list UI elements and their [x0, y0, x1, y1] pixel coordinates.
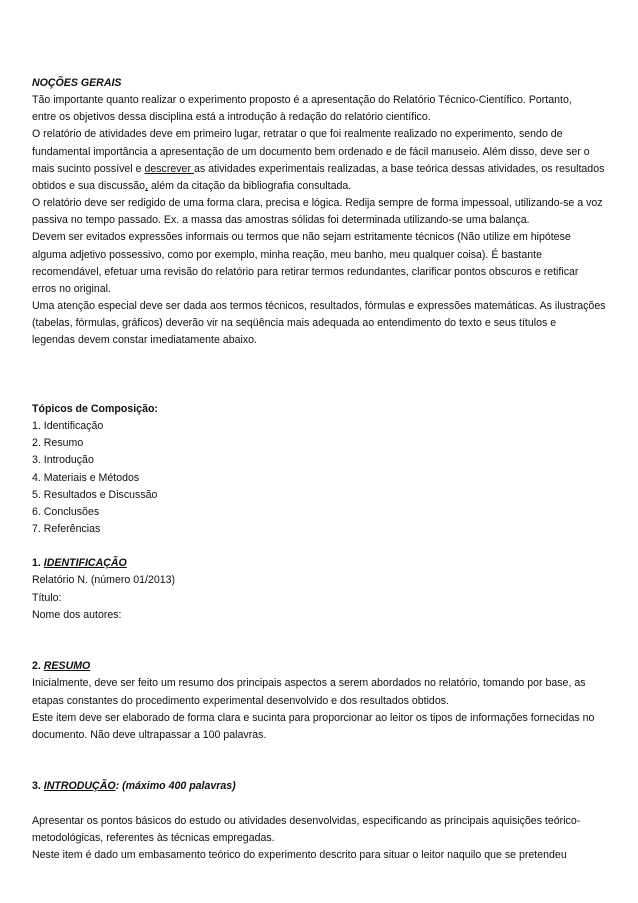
- paragraph-line: Inicialmente, deve ser feito um resumo dos principais aspectos a serem abordados no relatório, tomando por base, as: [32, 677, 586, 690]
- paragraph-line: documento. Não deve ultrapassar a 100 palavras.: [32, 728, 267, 741]
- paragraph-line: legendas devem constar imediatamente abaixo.: [32, 334, 257, 347]
- section-number: 1.: [32, 557, 44, 570]
- section-title: INTRODUÇÃO: [43, 780, 116, 793]
- spacer: [32, 367, 610, 384]
- topic-item: 4. Materiais e Métodos: [32, 471, 140, 484]
- paragraph-line: recomendável, efetuar uma revisão do relatório para retirar termos redundantes, clarificar pontos obscuros e retificar: [32, 265, 579, 278]
- topic-item: 7. Referências: [32, 523, 101, 536]
- section-heading-identificacao: [32, 555, 610, 572]
- general-title: NOÇÕES GERAIS: [32, 77, 122, 89]
- topics-title: Tópicos de Composição:: [32, 402, 158, 415]
- paragraph-line: Uma atenção especial deve ser dada aos termos técnicos, resultados, fórmulas e expressões matemáticas. As ilustrações: [32, 300, 606, 313]
- paragraph-line: alguma adjetivo possessivo, como por exemplo, minha reação, meu banho, meu qualquer coisa). É bastante: [32, 248, 542, 261]
- spacer: [32, 624, 610, 641]
- paragraph-line: Apresentar os pontos básicos do estudo ou atividades desenvolvidas, especificando as principais aquisições teórico-: [32, 814, 581, 827]
- section-title: RESUMO: [43, 660, 91, 673]
- underlined-comma: ,: [145, 179, 149, 192]
- topic-item: 3. Introdução: [32, 454, 94, 467]
- paragraph-line: [32, 178, 610, 195]
- paragraph-line: O relatório de atividades deve em primeiro lugar, retratar o que foi realmente realizado no experimento, sendo de: [32, 128, 563, 141]
- paragraph-line: passiva no tempo passado. Ex. a massa das amostras sólidas foi determinada utilizando-se uma balança.: [32, 214, 530, 227]
- spacer: [32, 384, 610, 401]
- spacer: [32, 538, 610, 555]
- topic-item: 6. Conclusões: [32, 505, 100, 518]
- spacer: [32, 744, 610, 761]
- section-heading-introducao: [32, 778, 610, 795]
- section-subtitle: : (máximo 400 palavras): [115, 780, 236, 793]
- paragraph-line: Nome dos autores:: [32, 608, 122, 621]
- spacer: [32, 350, 610, 367]
- paragraph-line: erros no original.: [32, 282, 111, 295]
- section-number: 3.: [32, 780, 44, 793]
- paragraph-line: metodológicas, referentes às técnicas empregadas.: [32, 831, 275, 844]
- paragraph-line: Este item deve ser elaborado de forma clara e sucinta para proporcionar ao leitor os tipos de informações fornecidas no: [32, 711, 595, 724]
- topic-item: 2. Resumo: [32, 437, 84, 450]
- section-number: 2.: [32, 660, 44, 673]
- text-segment: além da citação da bibliografia consultada.: [148, 179, 352, 192]
- section-title: IDENTIFICAÇÃO: [43, 557, 127, 570]
- underlined-word: descrever: [144, 162, 194, 175]
- topic-item: 5. Resultados e Discussão: [32, 488, 158, 501]
- text-segment: mais sucinto possível e: [32, 162, 145, 175]
- paragraph-line: Título:: [32, 591, 62, 604]
- topic-item: 1. Identificação: [32, 420, 104, 433]
- paragraph-line: Relatório N. (número 01/2013): [32, 574, 176, 587]
- paragraph-line: entre os objetivos dessa disciplina está a introdução à redação do relatório científico.: [32, 111, 431, 124]
- paragraph-line: Devem ser evitados expressões informais ou termos que não sejam estritamente técnicos (Não utilize em hipótese: [32, 231, 571, 244]
- paragraph-line: Tão importante quanto realizar o experimento proposto é a apresentação do Relatório Técnico-Científico. Portanto,: [32, 94, 572, 107]
- paragraph-line: etapas constantes do procedimento experimental desenvolvido e dos resultados obtidos.: [32, 694, 449, 707]
- spacer: [32, 641, 610, 658]
- section-heading-resumo: [32, 658, 610, 675]
- paragraph-line: [32, 161, 610, 178]
- text-segment: obtidos e sua discussão: [32, 179, 146, 192]
- text-segment: as atividades experimentais realizadas, a base teórica dessas atividades, os resultados: [193, 162, 605, 175]
- paragraph-line: Neste item é dado um embasamento teórico do experimento descrito para situar o leitor naquilo que se pretendeu: [32, 848, 567, 861]
- spacer: [32, 761, 610, 778]
- paragraph-line: fundamental importância a apresentação de um documento bem ordenado e de fácil manuseio. Além disso, deve ser o: [32, 145, 590, 158]
- spacer: [32, 795, 610, 812]
- paragraph-line: O relatório deve ser redigido de uma forma clara, precisa e lógica. Redija sempre de forma impessoal, utilizando-se a voz: [32, 197, 603, 210]
- paragraph-line: (tabelas, fórmulas, gráficos) deverão vir na seqüência mais adequada ao entendimento do texto e seus títulos e: [32, 317, 557, 330]
